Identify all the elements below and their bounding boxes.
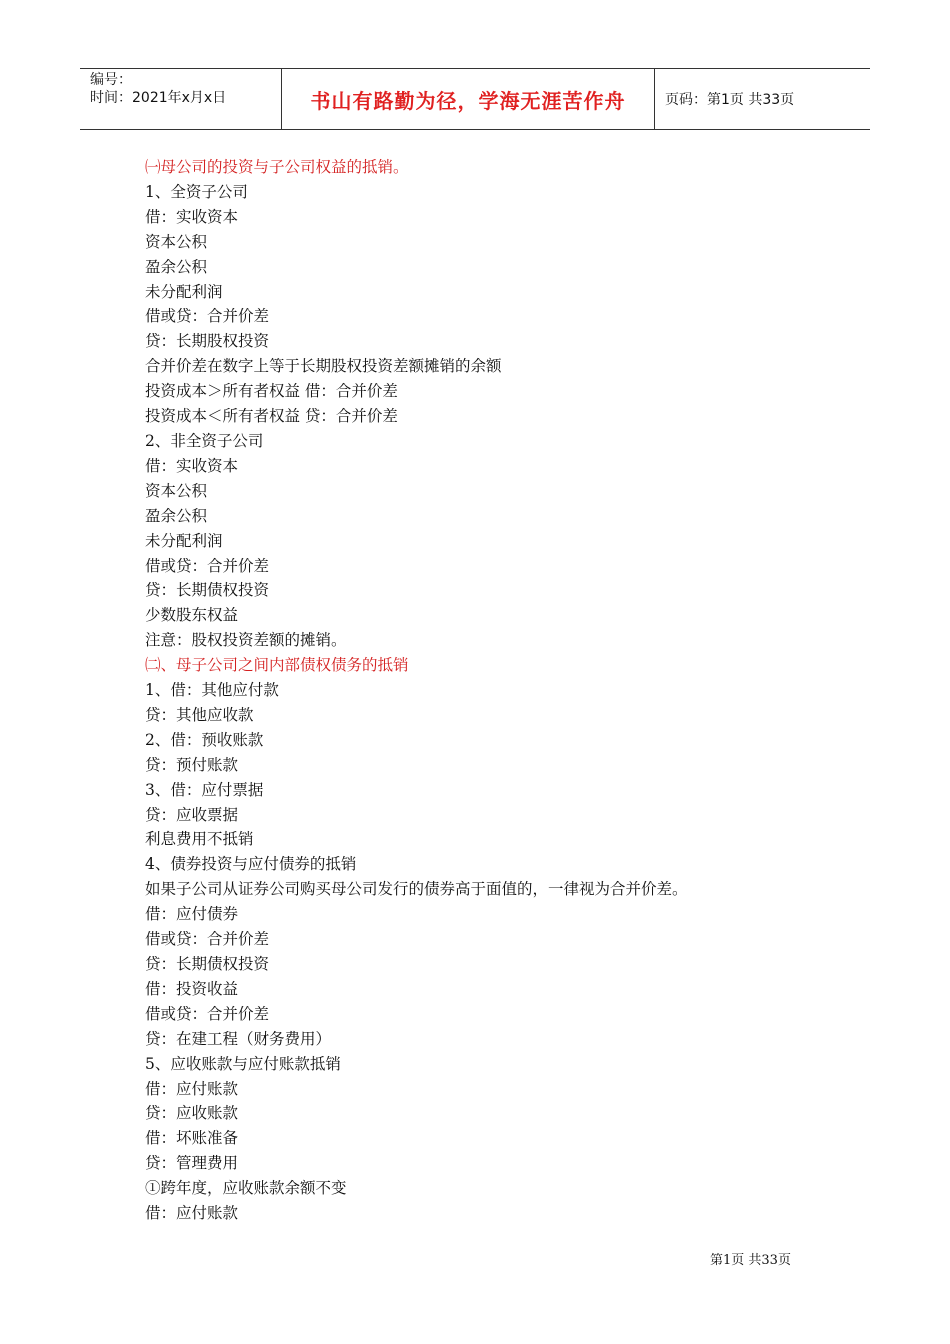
text-line: 借：实收资本 [145, 207, 239, 226]
text-line: 3、借：应付票据 [145, 780, 264, 799]
text-line: 贷：长期股权投资 [145, 332, 270, 351]
text-line: 4、债券投资与应付债券的抵销 [145, 855, 357, 874]
text-line: 资本公积 [145, 481, 208, 500]
date-label: 时间：2021年x月x日 [90, 90, 227, 106]
text-line: 贷：长期债权投资 [145, 581, 270, 600]
text-line: 5、应收账款与应付账款抵销 [145, 1054, 341, 1073]
text-line: 资本公积 [145, 232, 208, 251]
text-line: 如果子公司从证券公司购买母公司发行的债券高于面值的，一律视为合并价差。 [145, 880, 688, 899]
text-line: 借：投资收益 [145, 979, 239, 998]
section-heading: ㈠母公司的投资与子公司权益的抵销。 [145, 158, 409, 176]
text-line: 借：应付账款 [145, 1079, 239, 1098]
text-line: 借：应付债券 [145, 905, 239, 924]
text-line: 2、非全资子公司 [145, 431, 264, 450]
text-line: 借：坏账准备 [145, 1129, 239, 1148]
text-line: 未分配利润 [145, 282, 223, 301]
page-footer: 第1页 共33页 [710, 1253, 791, 1268]
section-heading: ㈡、母子公司之间内部债权债务的抵销 [145, 656, 409, 675]
text-line: 贷：其他应收款 [145, 705, 254, 724]
text-line: 贷：预付账款 [145, 755, 239, 774]
text-line: 未分配利润 [145, 531, 223, 550]
document-body [145, 155, 845, 1226]
text-line: 贷：应收票据 [145, 805, 239, 824]
text-line: ①跨年度，应收账款余额不变 [145, 1179, 347, 1198]
text-line: 合并价差在数字上等于长期股权投资差额摊销的余额 [145, 357, 502, 376]
header-motto: 书山有路勤为径，学海无涯苦作舟 [282, 69, 655, 129]
text-line: 1、全资子公司 [145, 182, 248, 201]
page-header [80, 68, 870, 130]
text-line: 盈余公积 [145, 506, 208, 525]
header-page-label: 页码：第1页 共33页 [665, 92, 795, 108]
text-line: 贷：长期债权投资 [145, 955, 270, 973]
text-line: 利息费用不抵销 [145, 830, 254, 849]
text-line: 贷：在建工程（财务费用） [145, 1029, 332, 1048]
text-line: 借或贷：合并价差 [145, 1004, 270, 1023]
text-line: 少数股东权益 [145, 606, 239, 625]
text-line: 投资成本＞所有者权益 借：合并价差 [145, 382, 398, 401]
text-line: 借或贷：合并价差 [145, 307, 270, 326]
text-line: 贷：管理费用 [145, 1154, 239, 1173]
text-line: 投资成本＜所有者权益 贷：合并价差 [145, 407, 398, 426]
text-line: 注意：股权投资差额的摊销。 [145, 631, 347, 650]
text-line: 借或贷：合并价差 [145, 556, 270, 575]
text-line: 借：实收资本 [145, 456, 239, 475]
text-line: 盈余公积 [145, 257, 208, 276]
text-line: 借：应付账款 [145, 1204, 239, 1223]
serial-label: 编号： [90, 72, 132, 88]
text-line: 1、借：其他应付款 [145, 681, 279, 700]
text-line: 借或贷：合并价差 [145, 930, 270, 949]
header-meta [80, 69, 282, 129]
text-line: 贷：应收账款 [145, 1104, 239, 1123]
text-line: 2、借：预收账款 [145, 730, 264, 749]
